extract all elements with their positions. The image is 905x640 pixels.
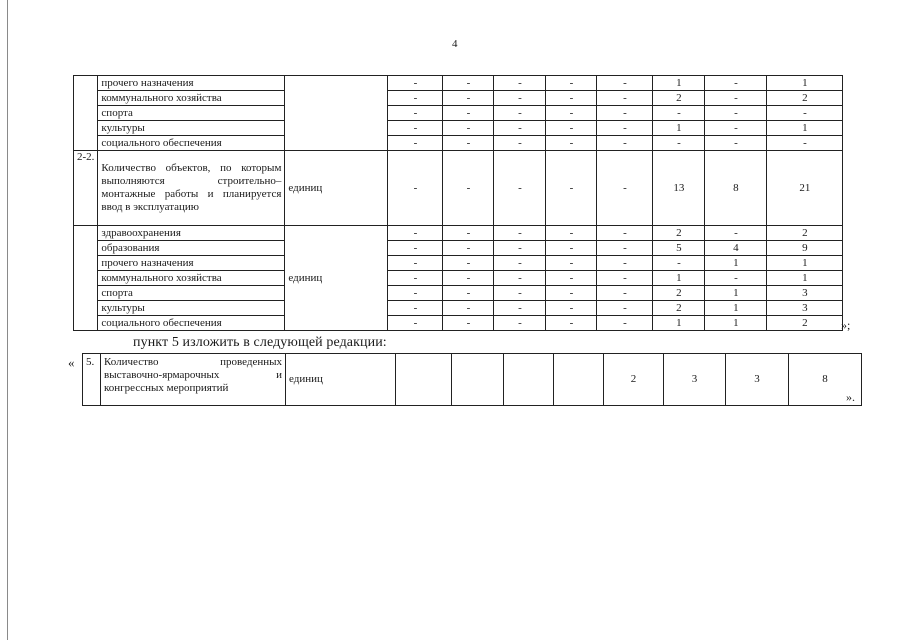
value-cell: - (443, 151, 494, 226)
value-cell: - (597, 76, 653, 91)
value-cell: 3 (767, 286, 843, 301)
value-cell: - (597, 91, 653, 106)
value-cell: 2 (653, 91, 705, 106)
table-row (74, 121, 843, 136)
indicators-table-lower (82, 353, 862, 406)
value-cell: - (388, 226, 443, 241)
row-label: коммунального хозяйства (98, 271, 285, 286)
value-cell: - (388, 91, 443, 106)
closing-quote-period: ». (846, 390, 855, 404)
value-cell: - (494, 316, 546, 331)
item-number: 2-2. (74, 151, 98, 226)
table-row (74, 316, 843, 331)
value-cell: - (443, 316, 494, 331)
value-cell: - (494, 256, 546, 271)
value-cell: - (494, 271, 546, 286)
table-row (74, 76, 843, 91)
value-cell: - (546, 151, 597, 226)
value-cell: 5 (653, 241, 705, 256)
value-cell: - (597, 271, 653, 286)
value-cell: - (546, 316, 597, 331)
indicators-table-upper (73, 75, 843, 331)
value-cell: 1 (705, 256, 767, 271)
value-cell: 2 (767, 226, 843, 241)
value-cell: - (494, 301, 546, 316)
value-cell: - (388, 256, 443, 271)
value-cell: - (388, 241, 443, 256)
value-cell: - (494, 241, 546, 256)
value-cell: - (597, 286, 653, 301)
value-cell: - (767, 136, 843, 151)
value-cell: - (494, 226, 546, 241)
value-cell: - (388, 301, 443, 316)
value-cell: 1 (767, 121, 843, 136)
value-cell: 1 (767, 256, 843, 271)
row-label: социального обеспечения (98, 136, 285, 151)
row-label: спорта (98, 106, 285, 121)
value-cell: - (705, 226, 767, 241)
unit-cell: единиц (286, 354, 396, 406)
value-cell: - (388, 136, 443, 151)
value-cell: - (546, 121, 597, 136)
value-cell: - (388, 151, 443, 226)
value-cell: 8 (789, 354, 862, 406)
number-cell-empty (74, 226, 98, 331)
row-label: спорта (98, 286, 285, 301)
value-cell: 1 (705, 286, 767, 301)
value-cell: - (597, 316, 653, 331)
value-cell: - (546, 301, 597, 316)
number-cell-empty (74, 76, 98, 151)
row-label: коммунального хозяйства (98, 91, 285, 106)
value-cell: 8 (705, 151, 767, 226)
value-cell: - (494, 106, 546, 121)
value-cell: - (494, 136, 546, 151)
page-number: 4 (452, 38, 458, 50)
value-cell: 1 (653, 271, 705, 286)
value-cell: - (443, 301, 494, 316)
item-label: Количество объектов, по которым выполняются строительно–монтажные работы и планируется ввод в эксплуатацию (98, 151, 285, 226)
value-cell (554, 354, 604, 406)
value-cell (452, 354, 504, 406)
closing-quote-semicolon: »; (841, 318, 851, 332)
value-cell: 21 (767, 151, 843, 226)
value-cell: - (388, 286, 443, 301)
value-cell: - (546, 241, 597, 256)
row-label: прочего назначения (98, 256, 285, 271)
value-cell: 2 (604, 354, 664, 406)
value-cell: - (443, 286, 494, 301)
value-cell: - (388, 121, 443, 136)
row-label: здравоохранения (98, 226, 285, 241)
value-cell: 2 (653, 301, 705, 316)
value-cell: 1 (653, 76, 705, 91)
value-cell: 2 (653, 226, 705, 241)
row-label: культуры (98, 121, 285, 136)
value-cell: - (705, 91, 767, 106)
value-cell: - (494, 91, 546, 106)
value-cell: - (546, 286, 597, 301)
amendment-instruction: пункт 5 изложить в следующей редакции: (133, 335, 387, 350)
table-row-item-2-2 (74, 151, 843, 226)
table-row (74, 271, 843, 286)
value-cell: 3 (767, 301, 843, 316)
value-cell: 13 (653, 151, 705, 226)
value-cell: 4 (705, 241, 767, 256)
table-row-item-5 (83, 354, 862, 406)
value-cell: 9 (767, 241, 843, 256)
value-cell: 1 (705, 301, 767, 316)
value-cell: - (443, 91, 494, 106)
value-cell: 2 (767, 91, 843, 106)
table-row (74, 241, 843, 256)
value-cell: - (443, 256, 494, 271)
item-number: 5. (83, 354, 101, 406)
table-row (74, 91, 843, 106)
row-label: культуры (98, 301, 285, 316)
value-cell: 2 (653, 286, 705, 301)
value-cell: - (705, 106, 767, 121)
value-cell: - (494, 286, 546, 301)
value-cell: - (443, 76, 494, 91)
unit-cell-empty (285, 76, 388, 151)
row-label: социального обеспечения (98, 316, 285, 331)
value-cell: - (653, 256, 705, 271)
value-cell: 1 (653, 316, 705, 331)
value-cell (504, 354, 554, 406)
scan-edge-line (7, 0, 8, 640)
value-cell: - (546, 226, 597, 241)
value-cell: - (597, 256, 653, 271)
value-cell: 3 (664, 354, 726, 406)
value-cell: - (597, 136, 653, 151)
value-cell: - (388, 106, 443, 121)
value-cell: - (494, 121, 546, 136)
row-label: образования (98, 241, 285, 256)
unit-cell: единиц (285, 151, 388, 226)
value-cell: - (546, 136, 597, 151)
table-row (74, 256, 843, 271)
value-cell: - (705, 271, 767, 286)
table-row (74, 286, 843, 301)
table-row (74, 106, 843, 121)
value-cell: - (597, 151, 653, 226)
value-cell: - (546, 271, 597, 286)
value-cell: - (653, 106, 705, 121)
value-cell: - (767, 106, 843, 121)
value-cell: 1 (705, 316, 767, 331)
value-cell: - (443, 136, 494, 151)
table-row (74, 136, 843, 151)
value-cell: - (597, 301, 653, 316)
value-cell: 1 (767, 271, 843, 286)
table-row (74, 226, 843, 241)
value-cell: - (546, 256, 597, 271)
value-cell: - (388, 76, 443, 91)
value-cell: 3 (726, 354, 789, 406)
value-cell: - (597, 106, 653, 121)
value-cell: - (597, 226, 653, 241)
value-cell: - (443, 271, 494, 286)
value-cell: - (546, 91, 597, 106)
value-cell: - (597, 241, 653, 256)
value-cell: - (494, 151, 546, 226)
value-cell: - (705, 121, 767, 136)
value-cell: - (443, 241, 494, 256)
value-cell: 1 (653, 121, 705, 136)
table-row (74, 301, 843, 316)
value-cell (396, 354, 452, 406)
value-cell: - (443, 121, 494, 136)
value-cell: - (653, 136, 705, 151)
indicators-table-upper-body (74, 76, 843, 331)
value-cell: 2 (767, 316, 843, 331)
value-cell: - (705, 136, 767, 151)
value-cell: - (597, 121, 653, 136)
value-cell: 1 (767, 76, 843, 91)
value-cell: - (705, 76, 767, 91)
value-cell: - (388, 316, 443, 331)
value-cell: - (494, 76, 546, 91)
unit-cell: единиц (285, 226, 388, 331)
opening-quote: « (68, 355, 75, 370)
value-cell: - (443, 106, 494, 121)
value-cell: - (546, 76, 597, 91)
row-label: прочего назначения (98, 76, 285, 91)
value-cell: - (546, 106, 597, 121)
item-label: Количество проведенных выставочно-ярмарочных и конгрессных мероприятий (101, 354, 286, 406)
value-cell: - (388, 271, 443, 286)
value-cell: - (443, 226, 494, 241)
